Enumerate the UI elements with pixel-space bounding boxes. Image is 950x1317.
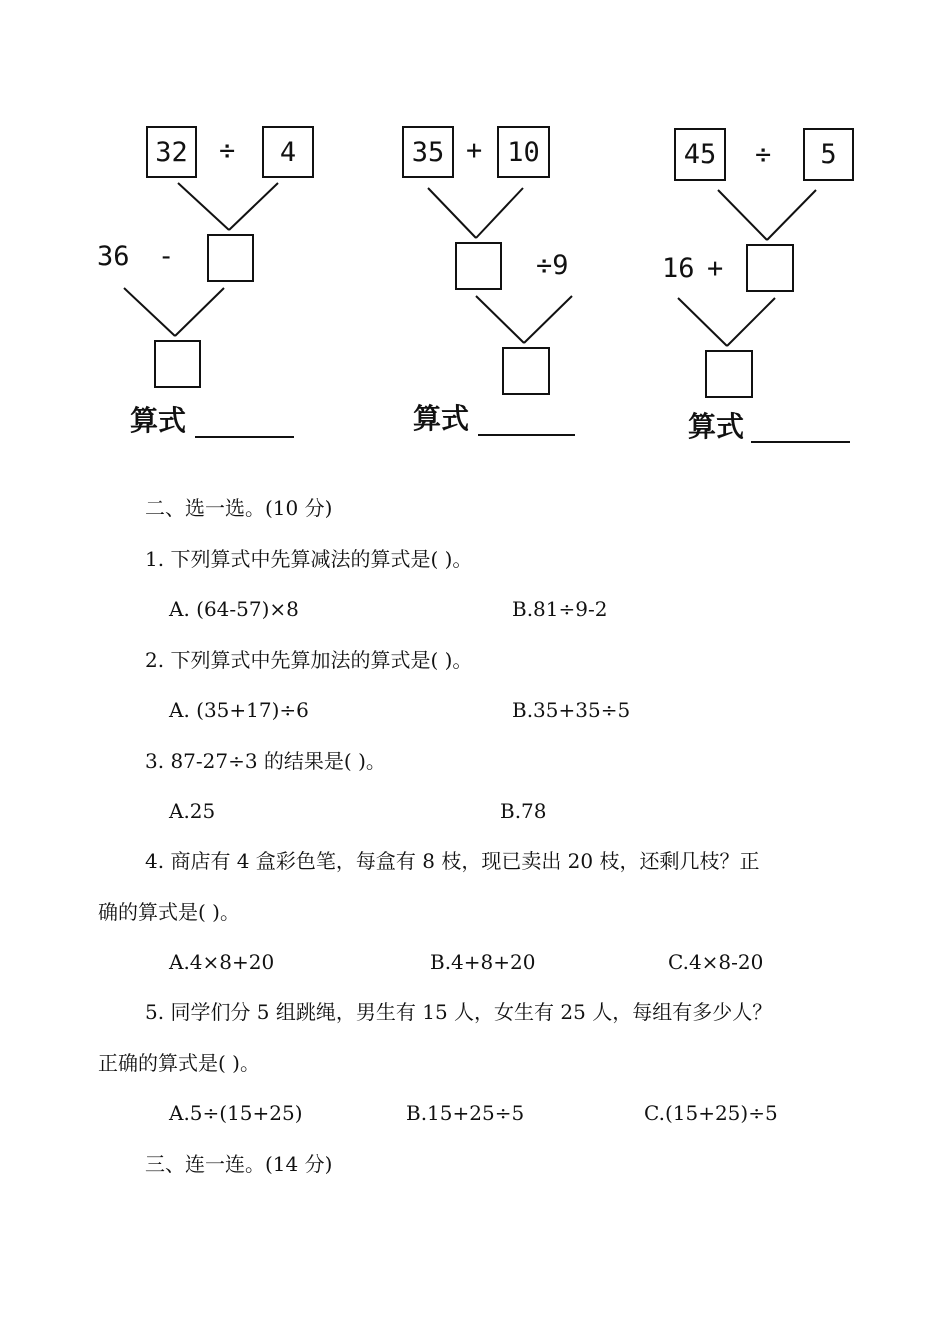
tree3-connector-left — [718, 190, 767, 240]
question-1-option-a[interactable]: A. (64-57)×8 — [169, 597, 299, 621]
tree1-top-right-box: 4 — [262, 126, 314, 178]
tree2-formula-blank[interactable] — [478, 434, 575, 436]
tree1-connector-left-lower — [124, 288, 175, 336]
question-3-option-b[interactable]: B.78 — [500, 799, 547, 823]
question-5-option-a[interactable]: A.5÷(15+25) — [169, 1101, 303, 1125]
question-1-stem: 1. 下列算式中先算减法的算式是( )。 — [145, 547, 473, 571]
tree2-mid-answer-box[interactable] — [455, 242, 502, 290]
tree1-mid-operator: - — [158, 241, 175, 272]
tree1-formula-blank[interactable] — [195, 436, 294, 438]
tree3-mid-operator: + — [707, 253, 724, 284]
tree3-connector-right — [767, 190, 816, 240]
tree2-connector-right-lower — [524, 296, 572, 343]
question-4-option-b[interactable]: B.4+8+20 — [430, 950, 536, 974]
tree2-mid-suffix: ÷9 — [536, 250, 569, 281]
tree-connector-lines — [0, 0, 950, 460]
tree3-formula-blank[interactable] — [751, 441, 850, 443]
tree1-connector-right-lower — [175, 288, 224, 336]
question-4-stem-continued: 确的算式是( )。 — [98, 900, 240, 924]
tree2-top-operator: + — [466, 135, 483, 166]
question-1-option-b[interactable]: B.81÷9-2 — [512, 597, 608, 621]
tree3-top-operator: ÷ — [755, 139, 772, 170]
question-3-option-a[interactable]: A.25 — [169, 799, 216, 823]
tree3-mid-number: 16 — [662, 253, 695, 284]
tree3-result-box[interactable] — [705, 350, 753, 398]
tree2-top-left-box: 35 — [402, 126, 454, 178]
section3-heading: 三、连一连。(14 分) — [145, 1152, 333, 1176]
question-4-stem: 4. 商店有 4 盒彩色笔，每盒有 8 枝，现已卖出 20 枝，还剩几枝？正 — [145, 849, 760, 873]
question-4-option-a[interactable]: A.4×8+20 — [169, 950, 275, 974]
tree3-mid-answer-box[interactable] — [746, 244, 794, 292]
tree2-formula-label: 算式 — [413, 402, 470, 435]
section2-heading: 二、选一选。(10 分) — [145, 496, 333, 520]
question-5-stem-continued: 正确的算式是( )。 — [98, 1051, 260, 1075]
tree3-top-left-box: 45 — [674, 128, 726, 181]
tree1-mid-answer-box[interactable] — [207, 234, 254, 282]
question-2-stem: 2. 下列算式中先算加法的算式是( )。 — [145, 648, 473, 672]
tree1-top-operator: ÷ — [219, 135, 236, 166]
tree1-connector-left — [178, 183, 229, 230]
tree1-top-left-box: 32 — [146, 126, 197, 178]
question-3-stem: 3. 87-27÷3 的结果是( )。 — [145, 749, 386, 773]
question-5-option-c[interactable]: C.(15+25)÷5 — [644, 1101, 778, 1125]
tree1-mid-number: 36 — [97, 241, 130, 272]
question-2-option-b[interactable]: B.35+35÷5 — [512, 698, 631, 722]
tree2-connector-right — [476, 188, 523, 238]
tree2-top-right-box: 10 — [497, 126, 550, 178]
tree2-connector-left-lower — [476, 296, 524, 343]
tree2-connector-left — [428, 188, 476, 238]
tree3-formula-label: 算式 — [688, 410, 745, 443]
tree1-result-box[interactable] — [154, 340, 201, 388]
question-2-option-a[interactable]: A. (35+17)÷6 — [169, 698, 309, 722]
question-5-option-b[interactable]: B.15+25÷5 — [406, 1101, 525, 1125]
tree3-connector-left-lower — [678, 298, 727, 346]
question-4-option-c[interactable]: C.4×8-20 — [668, 950, 764, 974]
tree2-result-box[interactable] — [502, 347, 550, 395]
tree3-top-right-box: 5 — [803, 128, 854, 181]
tree1-connector-right — [229, 183, 278, 230]
tree1-formula-label: 算式 — [130, 404, 187, 437]
tree3-connector-right-lower — [727, 298, 775, 346]
question-5-stem: 5. 同学们分 5 组跳绳，男生有 15 人，女生有 25 人，每组有多少人？ — [145, 1000, 773, 1024]
